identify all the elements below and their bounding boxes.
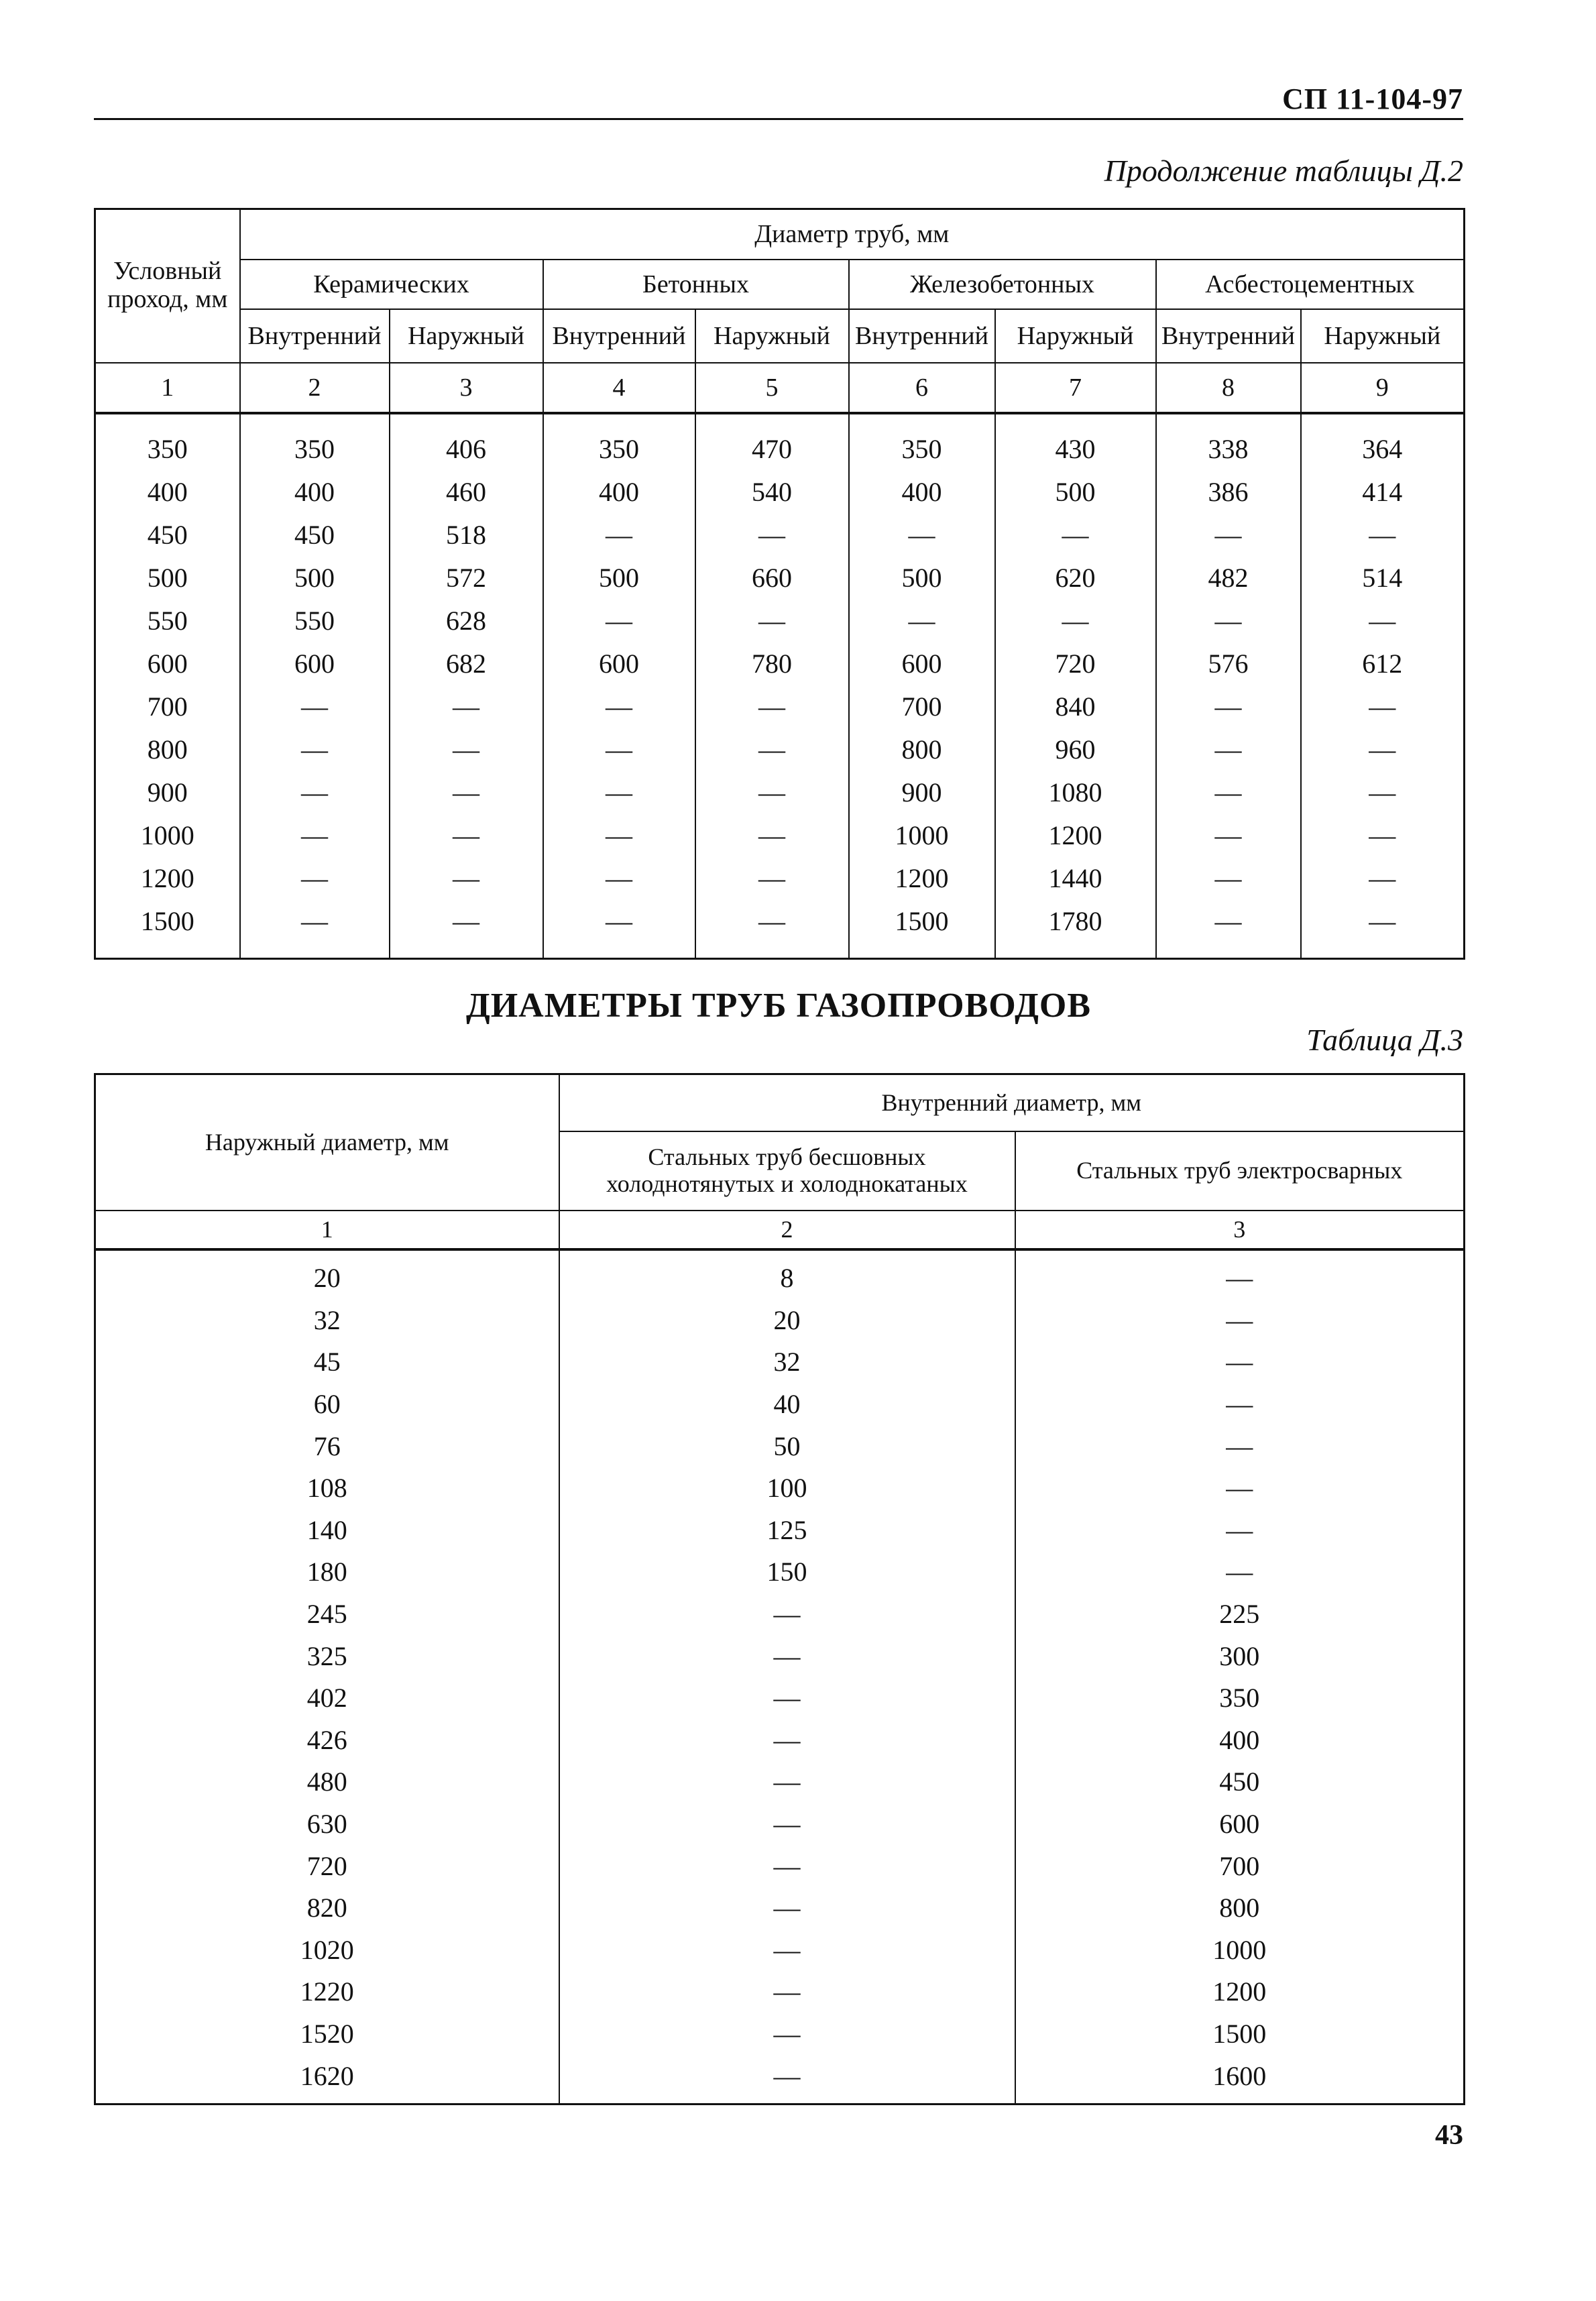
table-cell: —	[543, 857, 695, 900]
table-cell: 426	[95, 1719, 559, 1761]
table-row	[95, 1341, 1465, 1384]
table-row	[95, 413, 1465, 471]
table-cell: 20	[559, 1299, 1015, 1341]
sub-outer: Наружный	[390, 309, 543, 363]
table-cell: 450	[240, 514, 390, 557]
table-cell: —	[559, 1887, 1015, 1929]
table-cell: 600	[1015, 1803, 1465, 1845]
table-row	[95, 1509, 1465, 1551]
table-cell: —	[695, 857, 849, 900]
table-cell: 460	[390, 471, 543, 514]
table-cell: 40	[559, 1383, 1015, 1425]
table-cell: —	[995, 600, 1156, 642]
table-cell: —	[390, 900, 543, 959]
seamless-line-2: холоднотянутых и холоднокатаных	[606, 1170, 968, 1197]
table-cell: —	[1156, 857, 1301, 900]
table-cell: —	[390, 685, 543, 728]
table-cell: 500	[543, 557, 695, 600]
table-row	[95, 2055, 1465, 2104]
table-cell: 1200	[95, 857, 240, 900]
column-number: 9	[1301, 363, 1465, 413]
table-cell: —	[695, 900, 849, 959]
table-cell: 820	[95, 1887, 559, 1929]
table-cell: —	[1156, 685, 1301, 728]
table-cell: —	[559, 1719, 1015, 1761]
table-row	[95, 1677, 1465, 1719]
table-cell: —	[240, 900, 390, 959]
table-cell: 1500	[1015, 2013, 1465, 2055]
group-ceramic: Керамических	[240, 260, 543, 309]
table-cell: 682	[390, 642, 543, 685]
table-cell: 700	[1015, 1845, 1465, 1887]
page-number: 43	[1435, 2120, 1463, 2151]
table-cell: 514	[1301, 557, 1465, 600]
table-row	[95, 1761, 1465, 1803]
table-cell: 612	[1301, 642, 1465, 685]
table-cell: 500	[240, 557, 390, 600]
table-cell: 576	[1156, 642, 1301, 685]
table-cell: 960	[995, 728, 1156, 771]
table-cell: 1220	[95, 1971, 559, 2013]
header-rule	[94, 118, 1463, 120]
table-cell: —	[1301, 728, 1465, 771]
col-header-outer-diameter: Наружный диаметр, мм	[95, 1074, 559, 1211]
table-cell: 20	[95, 1249, 559, 1300]
table-cell: 1500	[95, 900, 240, 959]
table-cell: 180	[95, 1551, 559, 1593]
table-cell: —	[1301, 514, 1465, 557]
table-cell: 660	[695, 557, 849, 600]
table-row	[95, 1249, 1465, 1300]
table-row	[95, 1929, 1465, 1971]
col-header-seamless	[559, 1131, 1015, 1211]
table-d3-label: Таблица Д.3	[1306, 1023, 1463, 1057]
table-cell: 450	[1015, 1761, 1465, 1803]
table-cell: 245	[95, 1593, 559, 1635]
table-d2	[94, 208, 1465, 960]
table-cell: —	[240, 685, 390, 728]
table-cell: 1200	[1015, 1971, 1465, 2013]
table-cell: —	[559, 1803, 1015, 1845]
table-row	[95, 728, 1465, 771]
table-cell: —	[1156, 728, 1301, 771]
table-d3-body	[95, 1249, 1465, 2104]
table-cell: —	[240, 857, 390, 900]
table-cell: —	[543, 900, 695, 959]
table-cell: —	[1156, 771, 1301, 814]
group-reinforced-concrete: Железобетонных	[849, 260, 1156, 309]
table-row	[95, 600, 1465, 642]
table-cell: 700	[849, 685, 995, 728]
table-cell: —	[1301, 771, 1465, 814]
table-cell: 32	[95, 1299, 559, 1341]
table-cell: 450	[95, 514, 240, 557]
table-cell: 500	[995, 471, 1156, 514]
table-cell: 108	[95, 1467, 559, 1509]
table-cell: —	[1015, 1425, 1465, 1467]
table-cell: 1200	[849, 857, 995, 900]
table-cell: —	[1301, 685, 1465, 728]
column-number: 2	[240, 363, 390, 413]
table-cell: 800	[1015, 1887, 1465, 1929]
table-row	[95, 1845, 1465, 1887]
table-d3	[94, 1073, 1465, 2105]
table-cell: 550	[240, 600, 390, 642]
table-cell: 720	[95, 1845, 559, 1887]
table-row	[95, 771, 1465, 814]
table-cell: 1500	[849, 900, 995, 959]
document-code: СП 11-104-97	[1282, 82, 1463, 115]
table-row	[95, 1719, 1465, 1761]
column-number: 8	[1156, 363, 1301, 413]
table-cell: 225	[1015, 1593, 1465, 1635]
table-cell: —	[559, 1635, 1015, 1677]
table-cell: —	[543, 600, 695, 642]
table-cell: —	[390, 771, 543, 814]
table-row	[95, 1887, 1465, 1929]
table-cell: 550	[95, 600, 240, 642]
table-cell: —	[1015, 1383, 1465, 1425]
table-cell: 600	[240, 642, 390, 685]
table-cell: 350	[240, 413, 390, 471]
table-row	[95, 1803, 1465, 1845]
table-cell: 1440	[995, 857, 1156, 900]
table-cell: 400	[95, 471, 240, 514]
sub-inner: Внутренний	[240, 309, 390, 363]
column-number: 5	[695, 363, 849, 413]
table-row	[95, 1425, 1465, 1467]
table-cell: 1000	[95, 814, 240, 857]
table-cell: 1780	[995, 900, 1156, 959]
table-row	[95, 1593, 1465, 1635]
table-cell: 150	[559, 1551, 1015, 1593]
table-cell: —	[1015, 1551, 1465, 1593]
table-row	[95, 642, 1465, 685]
table-cell: 300	[1015, 1635, 1465, 1677]
table-cell: 32	[559, 1341, 1015, 1384]
table-cell: 350	[849, 413, 995, 471]
table-row	[95, 1467, 1465, 1509]
table-cell: —	[559, 2055, 1015, 2104]
table-cell: —	[1156, 514, 1301, 557]
table-cell: 325	[95, 1635, 559, 1677]
col-header-welded: Стальных труб электросварных	[1015, 1131, 1465, 1211]
table-cell: 140	[95, 1509, 559, 1551]
table-cell: 470	[695, 413, 849, 471]
table-cell: —	[390, 728, 543, 771]
sub-inner: Внутренний	[849, 309, 995, 363]
table-cell: 60	[95, 1383, 559, 1425]
table-cell: 1000	[1015, 1929, 1465, 1971]
table-cell: —	[240, 728, 390, 771]
table-row	[95, 1383, 1465, 1425]
table-cell: 480	[95, 1761, 559, 1803]
table-cell: 400	[543, 471, 695, 514]
column-number: 6	[849, 363, 995, 413]
table-cell: 350	[95, 413, 240, 471]
group-concrete: Бетонных	[543, 260, 849, 309]
sub-outer: Наружный	[695, 309, 849, 363]
table-cell: 800	[849, 728, 995, 771]
table-cell: —	[559, 1593, 1015, 1635]
header-inner-diameter: Внутренний диаметр, мм	[559, 1074, 1465, 1131]
table-cell: —	[390, 814, 543, 857]
table-cell: —	[849, 600, 995, 642]
table-cell: —	[1156, 900, 1301, 959]
table-cell: 400	[849, 471, 995, 514]
table-cell: 630	[95, 1803, 559, 1845]
table-cell: —	[695, 685, 849, 728]
table-cell: 350	[1015, 1677, 1465, 1719]
sub-outer: Наружный	[995, 309, 1156, 363]
table-cell: 386	[1156, 471, 1301, 514]
table-cell: 572	[390, 557, 543, 600]
table-cell: 900	[95, 771, 240, 814]
table-cell: —	[1015, 1249, 1465, 1300]
seamless-line-1: Стальных труб бесшовных	[648, 1143, 926, 1170]
table-cell: —	[695, 514, 849, 557]
table-cell: —	[695, 814, 849, 857]
table-cell: 1080	[995, 771, 1156, 814]
table-cell: 1520	[95, 2013, 559, 2055]
table-cell: —	[559, 2013, 1015, 2055]
column-number: 3	[1015, 1211, 1465, 1249]
table-cell: —	[390, 857, 543, 900]
table-cell: 628	[390, 600, 543, 642]
table-cell: 540	[695, 471, 849, 514]
table-cell: 45	[95, 1341, 559, 1384]
column-number: 1	[95, 1211, 559, 1249]
section-title: ДИАМЕТРЫ ТРУБ ГАЗОПРОВОДОВ	[465, 987, 1092, 1025]
table-cell: —	[1015, 1467, 1465, 1509]
table-cell: —	[695, 771, 849, 814]
table-cell: —	[1015, 1299, 1465, 1341]
table-cell: 338	[1156, 413, 1301, 471]
table-row	[95, 900, 1465, 959]
table-row	[95, 1299, 1465, 1341]
table-cell: —	[1301, 600, 1465, 642]
table-cell: —	[995, 514, 1156, 557]
table-row	[95, 685, 1465, 728]
table-row	[95, 1635, 1465, 1677]
table-cell: —	[695, 728, 849, 771]
table-cell: 840	[995, 685, 1156, 728]
table-cell: 406	[390, 413, 543, 471]
table-cell: 482	[1156, 557, 1301, 600]
table-cell: —	[559, 1845, 1015, 1887]
column-number: 1	[95, 363, 240, 413]
table-continuation-label: Продолжение таблицы Д.2	[1104, 154, 1463, 188]
sub-outer: Наружный	[1301, 309, 1465, 363]
table-row	[95, 857, 1465, 900]
table-cell: —	[543, 814, 695, 857]
table-cell: —	[543, 685, 695, 728]
table-cell: 800	[95, 728, 240, 771]
table-cell: 1020	[95, 1929, 559, 1971]
table-cell: —	[240, 814, 390, 857]
table-d2-body	[95, 413, 1465, 959]
table-cell: —	[849, 514, 995, 557]
table-cell: —	[543, 514, 695, 557]
table-cell: 100	[559, 1467, 1015, 1509]
column-number: 4	[543, 363, 695, 413]
table-cell: 600	[849, 642, 995, 685]
table-cell: 1200	[995, 814, 1156, 857]
table-row	[95, 471, 1465, 514]
table-row	[95, 2013, 1465, 2055]
column-number: 2	[559, 1211, 1015, 1249]
table-cell: 1620	[95, 2055, 559, 2104]
table-cell: 414	[1301, 471, 1465, 514]
table-cell: —	[1301, 857, 1465, 900]
group-asbestos-cement: Асбестоцементных	[1156, 260, 1465, 309]
table-cell: —	[1301, 900, 1465, 959]
table-cell: 500	[849, 557, 995, 600]
table-cell: 364	[1301, 413, 1465, 471]
table-row	[95, 514, 1465, 557]
table-cell: 700	[95, 685, 240, 728]
table-cell: 8	[559, 1249, 1015, 1300]
table-cell: —	[240, 771, 390, 814]
table-cell: —	[1015, 1341, 1465, 1384]
table-cell: 600	[95, 642, 240, 685]
table-cell: —	[543, 728, 695, 771]
table-cell: —	[543, 771, 695, 814]
table-cell: 518	[390, 514, 543, 557]
table-cell: 1000	[849, 814, 995, 857]
table-cell: —	[1156, 600, 1301, 642]
table-cell: —	[559, 1677, 1015, 1719]
table-cell: —	[559, 1929, 1015, 1971]
table-cell: 350	[543, 413, 695, 471]
table-cell: 500	[95, 557, 240, 600]
table-row	[95, 814, 1465, 857]
table-cell: —	[1156, 814, 1301, 857]
col-header-conditional-passage: Условный проход, мм	[95, 209, 240, 363]
table-row	[95, 557, 1465, 600]
sub-inner: Внутренний	[543, 309, 695, 363]
table-cell: 620	[995, 557, 1156, 600]
column-number: 7	[995, 363, 1156, 413]
header-pipe-diameter: Диаметр труб, мм	[240, 209, 1465, 260]
table-cell: 1600	[1015, 2055, 1465, 2104]
table-cell: —	[1301, 814, 1465, 857]
table-cell: 125	[559, 1509, 1015, 1551]
table-cell: 600	[543, 642, 695, 685]
table-row	[95, 1551, 1465, 1593]
table-cell: —	[559, 1971, 1015, 2013]
table-cell: —	[559, 1761, 1015, 1803]
table-cell: 900	[849, 771, 995, 814]
table-cell: 400	[1015, 1719, 1465, 1761]
table-cell: —	[695, 600, 849, 642]
table-cell: 402	[95, 1677, 559, 1719]
table-cell: 430	[995, 413, 1156, 471]
table-row	[95, 1971, 1465, 2013]
table-cell: —	[1015, 1509, 1465, 1551]
table-cell: 720	[995, 642, 1156, 685]
table-cell: 400	[240, 471, 390, 514]
table-cell: 76	[95, 1425, 559, 1467]
column-number: 3	[390, 363, 543, 413]
sub-inner: Внутренний	[1156, 309, 1301, 363]
table-cell: 50	[559, 1425, 1015, 1467]
table-cell: 780	[695, 642, 849, 685]
